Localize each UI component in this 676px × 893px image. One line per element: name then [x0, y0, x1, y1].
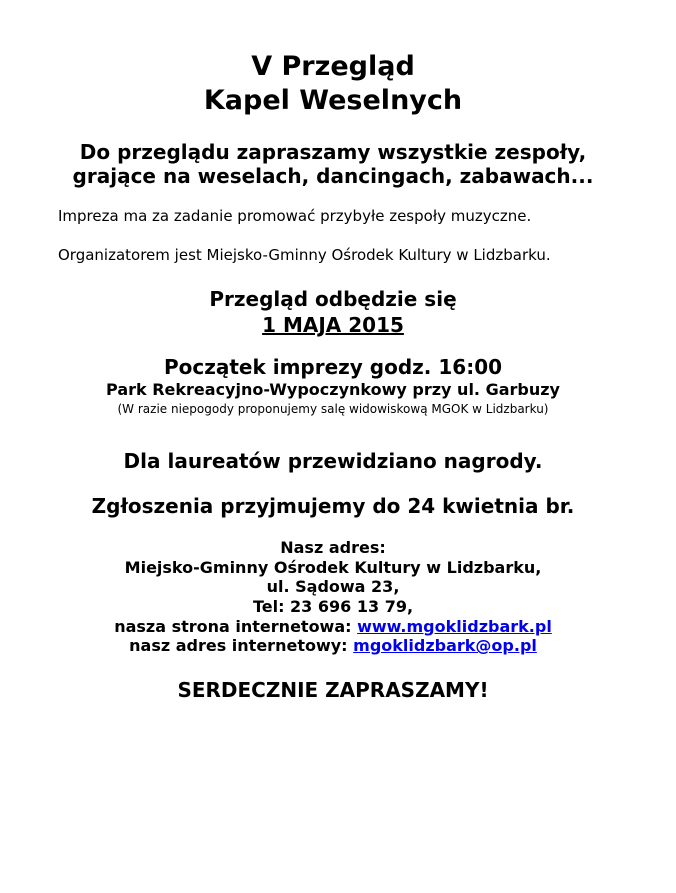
invitation-line2: grające na weselach, dancingach, zabawach... — [72, 164, 594, 188]
invitation-line1: Do przeglądu zapraszamy wszystkie zespoły, — [79, 140, 587, 164]
prizes-text: Dla laureatów przewidziano nagrody. — [123, 449, 543, 473]
purpose-text: Impreza ma za zadanie promować przybyłe zespoły muzyczne. — [58, 207, 532, 225]
address-heading: Nasz adres: — [280, 538, 386, 557]
event-location: Park Rekreacyjno-Wypoczynkowy przy ul. Garbuzy — [106, 380, 560, 399]
website-line — [0, 617, 666, 637]
address-street: ul. Sądowa 23, — [266, 577, 400, 596]
organizer-text: Organizatorem jest Miejsko-Gminny Ośrodek Kultury w Lidzbarku. — [58, 246, 551, 264]
email-line — [0, 636, 666, 656]
website-label: nasza strona internetowa: — [114, 617, 358, 636]
email-label: nasz adres internetowy: — [129, 636, 354, 655]
closing-text: SERDECZNIE ZAPRASZAMY! — [177, 678, 489, 702]
website-link[interactable]: www.mgoklidzbark.pl — [357, 617, 552, 636]
address-institution: Miejsko-Gminny Ośrodek Kultury w Lidzbarku, — [124, 558, 542, 577]
start-time: Początek imprezy godz. 16:00 — [163, 355, 503, 379]
email-link[interactable]: mgoklidzbark@op.pl — [353, 636, 537, 655]
event-title-line1: V Przegląd — [251, 51, 415, 82]
deadline-text: Zgłoszenia przyjmujemy do 24 kwietnia br. — [91, 494, 575, 518]
address-phone: Tel: 23 696 13 79, — [252, 597, 414, 616]
rain-note: (W razie niepogody proponujemy salę widowiskową MGOK w Lidzbarku) — [117, 402, 549, 416]
event-date: 1 MAJA 2015 — [262, 313, 404, 337]
event-title-line2: Kapel Weselnych — [203, 85, 463, 116]
date-intro: Przegląd odbędzie się — [209, 287, 457, 311]
